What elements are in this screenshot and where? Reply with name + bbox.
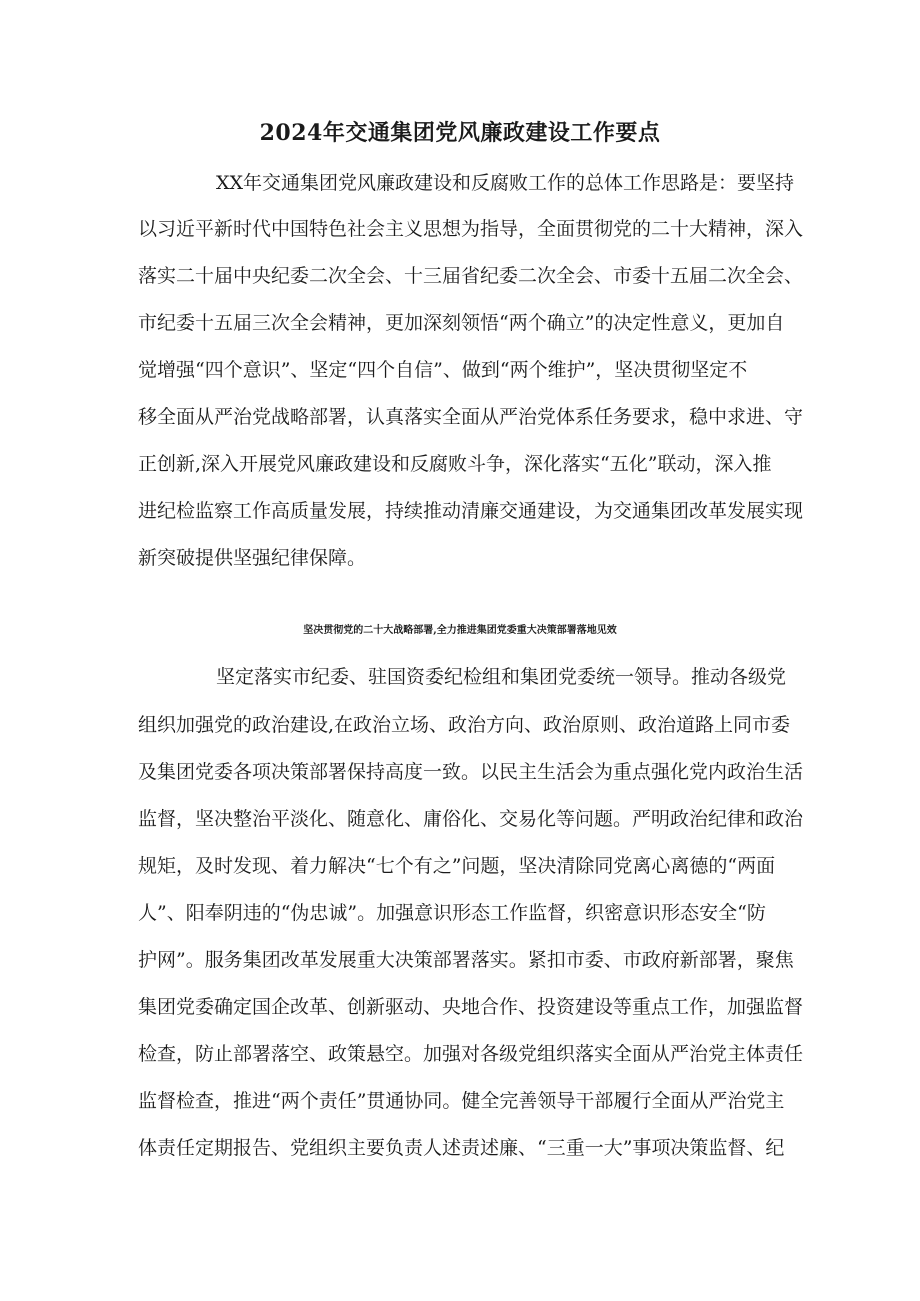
body-line: 体责任定期报告、党组织主要负责人述责述廉、“三重一大”事项决策监督、纪	[138, 1137, 785, 1159]
body-line: 集团党委确定国企改革、创新驱动、央地合作、投资建设等重点工作，加强监督	[138, 996, 804, 1018]
body-line: 检查，防止部署落空、政策悬空。加强对各级党组织落实全面从严治党主体责任	[138, 1043, 804, 1065]
intro-line: 正创新,深入开展党风廉政建设和反腐败斗争，深化落实“五化”联动，深入推	[138, 453, 772, 475]
section-heading: 坚决贯彻党的二十大战略部署,全力推进集团党委重大决策部署落地见效	[303, 625, 617, 636]
intro-line: 落实二十届中央纪委二次全会、十三届省纪委二次全会、市委十五届二次全会、	[138, 265, 804, 287]
intro-line: 新突破提供坚强纪律保障。	[138, 547, 367, 569]
intro-line: 觉增强“四个意识”、坚定“四个自信”、做到“两个维护”，坚决贯彻坚定不	[138, 359, 748, 381]
intro-line: 市纪委十五届三次全会精神，更加深刻领悟“两个确立”的决定性意义，更加自	[138, 312, 785, 334]
intro-line: 进纪检监察工作高质量发展，持续推动清廉交通建设，为交通集团改革发展实现	[138, 500, 804, 522]
body-line: 监督检查，推进“两个责任”贯通协同。健全完善领导干部履行全面从严治党主	[138, 1090, 785, 1112]
body-line: 监督，坚决整治平淡化、随意化、庸俗化、交易化等问题。严明政治纪律和政治	[138, 808, 804, 830]
body-line: 组织加强党的政治建设,在政治立场、政治方向、政治原则、政治道路上同市委	[138, 714, 791, 736]
intro-line: XX年交通集团党风廉政建设和反腐败工作的总体工作思路是：要坚持	[216, 172, 795, 194]
body-line: 规矩，及时发现、着力解决“七个有之”问题，坚决清除同党离心离德的“两面	[138, 855, 776, 877]
intro-line: 移全面从严治党战略部署，认真落实全面从严治党体系任务要求，稳中求进、守	[138, 406, 804, 428]
body-line: 及集团党委各项决策部署保持高度一致。以民主生活会为重点强化党内政治生活	[138, 761, 804, 783]
body-line: 护网”。服务集团改革发展重大决策部署落实。紧扣市委、市政府新部署，聚焦	[138, 949, 794, 971]
intro-line: 以习近平新时代中国特色社会主义思想为指导，全面贯彻党的二十大精神，深入	[138, 218, 804, 240]
body-line: 人”、阳奉阴违的“伪忠诚”。加强意识形态工作监督，织密意识形态安全“防	[138, 902, 766, 924]
body-line: 坚定落实市纪委、驻国资委纪检组和集团党委统一领导。推动各级党	[216, 666, 787, 688]
document-title: 2024年交通集团党风廉政建设工作要点	[259, 120, 661, 146]
